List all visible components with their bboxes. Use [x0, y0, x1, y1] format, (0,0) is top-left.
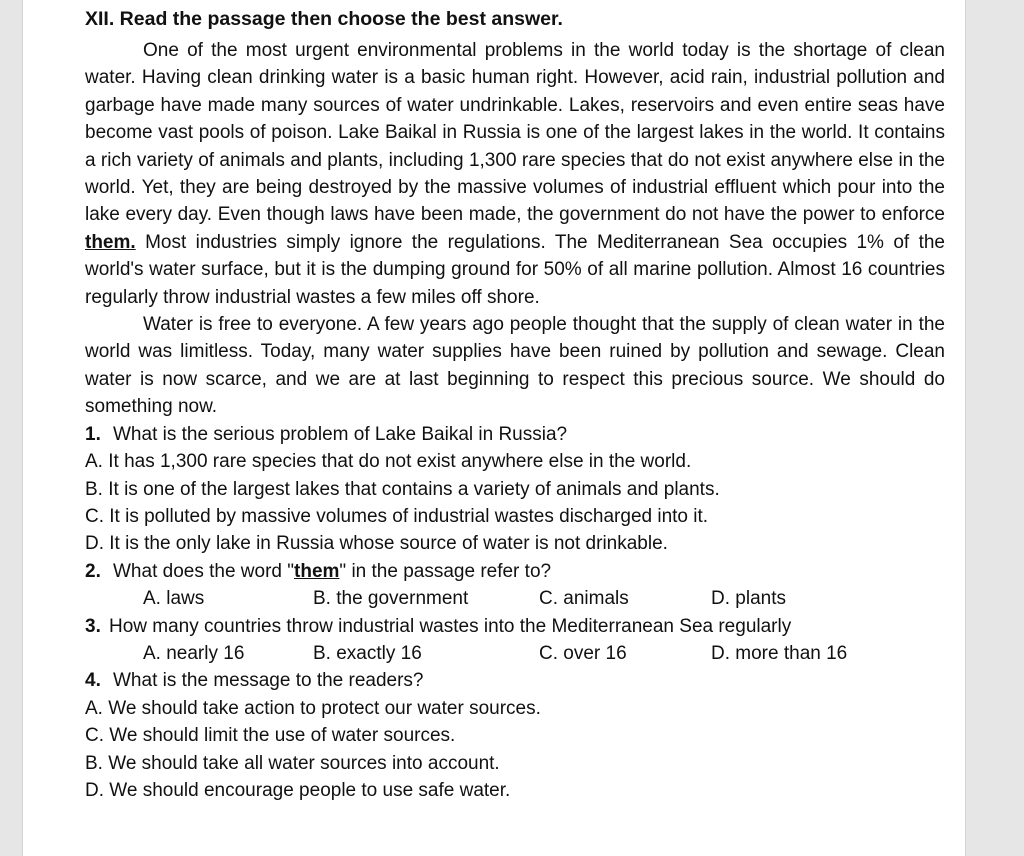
q1-option-a[interactable]: A. It has 1,300 rare species that do not exist anywhere else in the world. [85, 451, 692, 473]
question-1 [85, 421, 945, 448]
question-text: What is the serious problem of Lake Baikal in Russia? [113, 423, 568, 445]
passage-referent-them: them. [85, 231, 136, 253]
q2-option-b[interactable]: B. the government [313, 588, 469, 610]
question-text-part-a: What does the word " [113, 560, 295, 582]
q4-option-a[interactable]: A. We should take action to protect our water sources. [85, 697, 541, 719]
q2-option-d[interactable]: D. plants [711, 588, 786, 610]
q1-option-c[interactable]: C. It is polluted by massive volumes of industrial wastes discharged into it. [85, 505, 709, 527]
worksheet-content [85, 8, 945, 804]
question-text-part-b: " in the passage refer to? [339, 560, 552, 582]
passage-paragraph-2: Water is free to everyone. A few years ago people thought that the supply of clean water in the world was limitless. Today, many water supplies have been ruined by pollution and sewage. Clean water is now scarce, and we are at last beginning to respect this precious source. We should do something now. [85, 314, 945, 418]
worksheet-page [22, 0, 966, 856]
question-2 [85, 558, 945, 585]
passage-paragraph-1 [85, 37, 945, 311]
q2-option-a[interactable]: A. laws [143, 588, 205, 610]
q1-option-b[interactable]: B. It is one of the largest lakes that contains a variety of animals and plants. [85, 478, 720, 500]
q4-option-c[interactable]: C. We should limit the use of water sources. [85, 725, 456, 747]
question-number: 4. [85, 670, 101, 692]
q3-options-row [85, 640, 945, 667]
question-number: 2. [85, 560, 101, 582]
q4-option-d[interactable]: D. We should encourage people to use safe water. [85, 779, 511, 801]
question-text: What is the message to the readers? [113, 670, 424, 692]
question-4 [85, 667, 945, 694]
q4-option-b[interactable]: B. We should take all water sources into account. [85, 752, 500, 774]
q3-option-a[interactable]: A. nearly 16 [143, 642, 245, 664]
question-number: 1. [85, 423, 101, 445]
question-keyword: them [294, 560, 340, 582]
section-heading: XII. Read the passage then choose the best answer. [85, 8, 563, 30]
q2-option-c[interactable]: C. animals [539, 588, 629, 610]
q2-options-row [85, 585, 945, 612]
q3-option-c[interactable]: C. over 16 [539, 642, 627, 664]
question-number: 3. [85, 615, 101, 637]
q3-option-b[interactable]: B. exactly 16 [313, 642, 422, 664]
q3-option-d[interactable]: D. more than 16 [711, 642, 848, 664]
passage-p1-part-b: Most industries simply ignore the regulations. The Mediterranean Sea occupies 1% of the world's water surface, but it is the dumping ground for 50% of all marine pollution. Almost 16 countries regularly throw industrial wastes a few miles off shore. [85, 231, 945, 308]
question-text: How many countries throw industrial wastes into the Mediterranean Sea regularly [109, 615, 792, 637]
q1-option-d[interactable]: D. It is the only lake in Russia whose source of water is not drinkable. [85, 533, 668, 555]
passage-p1-part-a: One of the most urgent environmental problems in the world today is the shortage of clean water. Having clean drinking water is a basic human right. However, acid rain, industrial pollution and garbage have made many sources of water undrinkable. Lakes, reservoirs and even entire seas have become vast pools of poison. Lake Baikal in Russia is one of the largest lakes in the world. It contains a rich variety of animals and plants, including 1,300 rare species that do not exist anywhere else in the world. Yet, they are being destroyed by the massive volumes of industrial effluent which pour into the lake every day. Even though laws have been made, the government do not have the power to enforce [85, 40, 945, 226]
question-3 [85, 613, 945, 640]
